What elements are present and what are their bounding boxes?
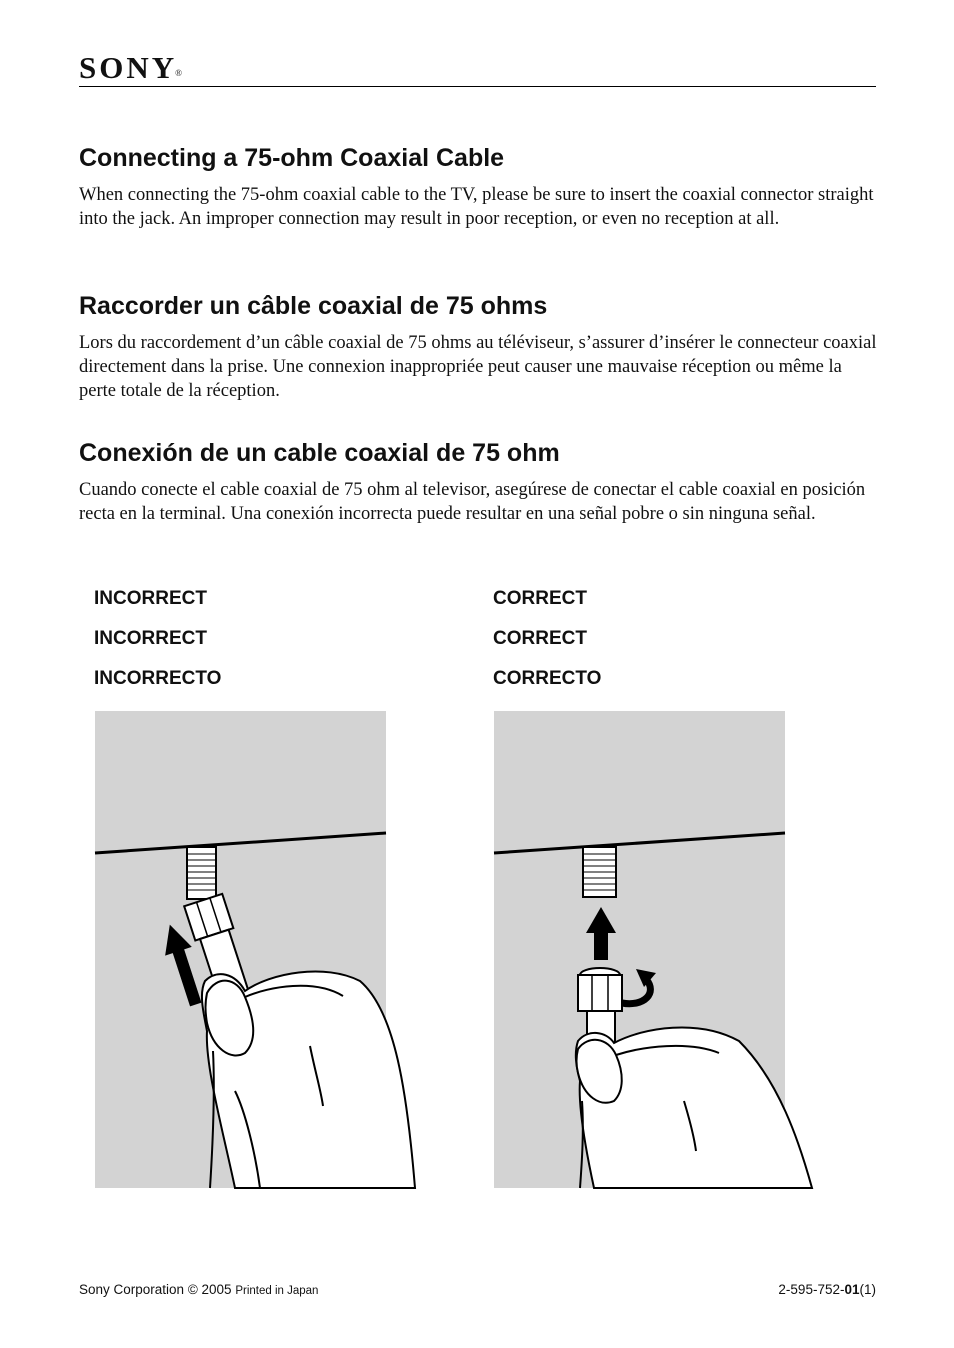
part-number-suffix: (1) bbox=[859, 1282, 876, 1297]
registered-mark: ® bbox=[175, 68, 182, 78]
correct-connection-drawing bbox=[494, 711, 785, 1188]
logo-text: SONY bbox=[79, 50, 178, 85]
body-english: When connecting the 75-ohm coaxial cable to the TV, please be sure to insert the coaxial connector straight into the jack. An improper connection may result in poor reception, or even no reception at all. bbox=[79, 185, 874, 229]
hand-icon bbox=[576, 1028, 812, 1188]
section-english bbox=[79, 143, 879, 231]
up-arrow-icon bbox=[586, 907, 616, 960]
label-incorrect-fr: INCORRECT bbox=[94, 628, 207, 649]
part-number-bold: 01 bbox=[844, 1282, 860, 1297]
jack-terminal-icon bbox=[583, 847, 616, 897]
footer-left bbox=[79, 1282, 318, 1297]
header-rule bbox=[79, 86, 876, 87]
sony-logo bbox=[79, 52, 184, 83]
label-incorrect-en: INCORRECT bbox=[94, 588, 207, 609]
jack-terminal-icon bbox=[187, 847, 216, 899]
heading-spanish: Conexión de un cable coaxial de 75 ohm bbox=[79, 439, 560, 467]
heading-english: Connecting a 75-ohm Coaxial Cable bbox=[79, 144, 505, 172]
section-french bbox=[79, 291, 879, 403]
body-french: Lors du raccordement d’un câble coaxial de 75 ohms au téléviseur, s’assurer d’insérer le connecteur coaxial directement dans la prise. Une connexion inappropriée peut causer une mauvaise réception ou même la perte totale de la réception. bbox=[79, 333, 877, 401]
label-incorrect-es: INCORRECTO bbox=[94, 668, 222, 689]
incorrect-labels bbox=[94, 587, 221, 707]
rotate-arrow-icon bbox=[622, 969, 656, 1004]
correct-illustration bbox=[494, 711, 785, 1188]
part-number-prefix: 2-595-752- bbox=[778, 1282, 845, 1297]
label-correct-es: CORRECTO bbox=[493, 668, 602, 689]
label-correct-fr: CORRECT bbox=[493, 628, 587, 649]
heading-french: Raccorder un câble coaxial de 75 ohms bbox=[79, 292, 548, 320]
section-spanish bbox=[79, 438, 879, 526]
footer-part-number bbox=[778, 1282, 876, 1297]
correct-labels bbox=[493, 587, 601, 707]
incorrect-connection-drawing bbox=[95, 711, 386, 1188]
incorrect-illustration bbox=[95, 711, 386, 1188]
footer-company: Sony Corporation bbox=[79, 1282, 185, 1297]
footer-printed: Printed in Japan bbox=[235, 1285, 319, 1297]
body-spanish: Cuando conecte el cable coaxial de 75 ohm al televisor, asegúrese de conectar el cable coaxial en posición recta en la terminal. Una conexión incorrecta puede resultar en una señal pobre o sin ninguna señal. bbox=[79, 480, 866, 524]
footer-copyright: © 2005 bbox=[187, 1282, 232, 1297]
hand-icon bbox=[202, 972, 415, 1188]
label-correct-en: CORRECT bbox=[493, 588, 587, 609]
